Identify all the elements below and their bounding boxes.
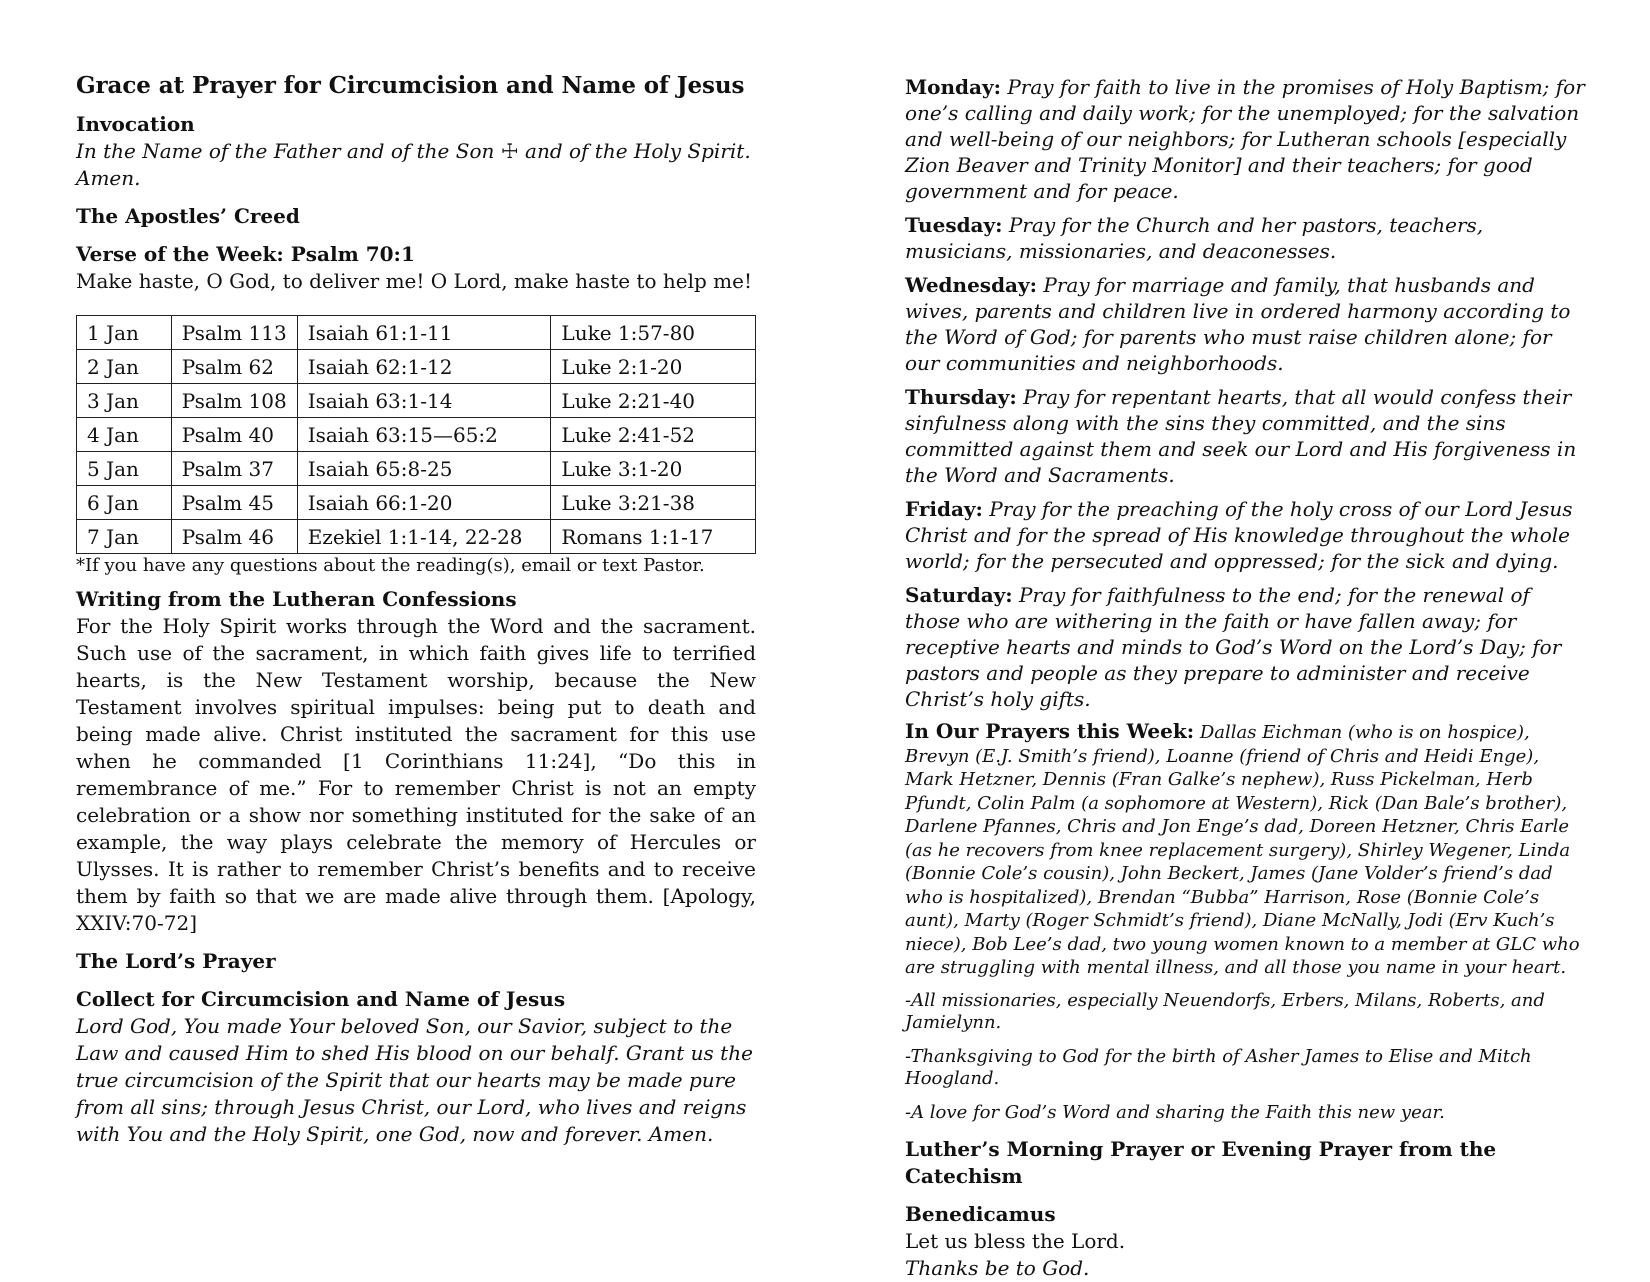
table-cell: Psalm 62: [171, 350, 297, 384]
table-cell: Ezekiel 1:1-14, 22-28: [297, 520, 551, 554]
day-prayer-text: Pray for the preaching of the holy cross of our Lord Jesus Christ and for the spread of His knowledge throughout the whole world; for the persecuted and oppressed; for the sick and dying.: [905, 497, 1573, 573]
table-cell: 7 Jan: [77, 520, 172, 554]
daily-prayer-item: [905, 582, 1590, 712]
table-row: [77, 384, 756, 418]
readings-note: *If you have any questions about the reading(s), email or text Pastor.: [76, 555, 705, 576]
table-cell: Isaiah 63:15—65:2: [297, 418, 551, 452]
table-row: [77, 350, 756, 384]
table-cell: Isaiah 66:1-20: [297, 486, 551, 520]
benedicamus-line1: Let us bless the Lord.: [905, 1228, 1126, 1253]
daily-prayer-list: [905, 74, 1590, 712]
right-column: [905, 74, 1590, 1282]
prayers-text: Dallas Eichman (who is on hospice), Brevyn (E.J. Smith’s friend), Loanne (friend of Chris and Heidi Enge), Mark Hetzner, Dennis (Fran Galke’s nephew), Russ Pickelman, Herb Pfundt, Colin Palm (a sophomore at Western), Rick (Dan Bale’s brother), Darlene Pfannes, Chris and Jon Enge’s dad, Doreen Hetzner, Chris Earle (as he recovers from knee replacement surgery), Shirley Wegener, Linda (Bonnie Cole’s cousin), John Beckert, James (Jane Volder’s friend’s dad who is hospitalized), Brendan “Bubba” Harrison, Rose (Bonnie Cole’s aunt), Marty (Roger Schmidt’s friend), Diane McNally, Jodi (Erv Kuch’s niece), Bob Lee’s dad, two young women known to a member at GLC who are struggling with mental illness, and all those you name in your heart.: [905, 722, 1580, 978]
misc-item: -A love for God’s Word and sharing the Faith this new year.: [905, 1101, 1445, 1123]
table-cell: 1 Jan: [77, 316, 172, 350]
table-cell: Luke 1:57-80: [551, 316, 756, 350]
table-row: [77, 520, 756, 554]
table-cell: Psalm 37: [171, 452, 297, 486]
daily-prayer-item: [905, 272, 1590, 376]
readings-table: [76, 315, 756, 554]
benedicamus-line2: Thanks be to God.: [905, 1255, 1090, 1280]
table-cell: Luke 3:21-38: [551, 486, 756, 520]
prayers-this-week: [905, 720, 1590, 980]
day-label: Friday:: [905, 497, 983, 521]
table-cell: Romans 1:1-17: [551, 520, 756, 554]
lords-prayer-heading: The Lord’s Prayer: [76, 949, 276, 973]
creed-heading: The Apostles’ Creed: [76, 204, 300, 228]
daily-prayer-item: [905, 496, 1590, 574]
day-label: Tuesday:: [905, 213, 1003, 237]
table-cell: Psalm 108: [171, 384, 297, 418]
table-row: [77, 418, 756, 452]
table-cell: Psalm 45: [171, 486, 297, 520]
table-cell: 3 Jan: [77, 384, 172, 418]
day-label: Monday:: [905, 75, 1001, 99]
invocation-heading: Invocation: [76, 112, 195, 136]
day-label: Thursday:: [905, 385, 1017, 409]
table-cell: 4 Jan: [77, 418, 172, 452]
day-label: Saturday:: [905, 583, 1013, 607]
day-prayer-text: Pray for repentant hearts, that all would confess their sinfulness along with the sins they committed, and the sins committed against them and seek our Lord and His forgiveness in the Word and Sacraments.: [905, 385, 1577, 487]
table-cell: Luke 2:41-52: [551, 418, 756, 452]
table-cell: Luke 2:21-40: [551, 384, 756, 418]
table-cell: 2 Jan: [77, 350, 172, 384]
day-prayer-text: Pray for the Church and her pastors, teachers, musicians, missionaries, and deaconesses.: [905, 213, 1484, 263]
table-cell: Psalm 113: [171, 316, 297, 350]
table-cell: Psalm 46: [171, 520, 297, 554]
misc-item: -Thanksgiving to God for the birth of Asher James to Elise and Mitch Hoogland.: [905, 1045, 1532, 1089]
table-row: [77, 452, 756, 486]
day-prayer-text: Pray for faith to live in the promises of Holy Baptism; for one’s calling and daily work; for the unemployed; for the salvation and well-being of our neighbors; for Lutheran schools [especially Zion Beaver and Trinity Monitor] and their teachers; for good government and for peace.: [905, 75, 1585, 203]
cross-icon: ☩: [500, 139, 519, 163]
page-title: Grace at Prayer for Circumcision and Name of Jesus: [76, 72, 745, 99]
daily-prayer-item: [905, 74, 1590, 204]
table-cell: 6 Jan: [77, 486, 172, 520]
day-prayer-text: Pray for marriage and family, that husbands and wives, parents and children live in ordered harmony according to the Word of God; for parents who must raise children alone; for our communities and neighborhoods.: [905, 273, 1571, 375]
table-cell: Luke 2:1-20: [551, 350, 756, 384]
table-cell: Isaiah 63:1-14: [297, 384, 551, 418]
table-cell: Isaiah 65:8-25: [297, 452, 551, 486]
daily-prayer-item: [905, 212, 1590, 264]
collect-heading: Collect for Circumcision and Name of Jesus: [76, 987, 566, 1011]
table-row: [77, 316, 756, 350]
benedicamus-heading: Benedicamus: [905, 1201, 1056, 1226]
confessions-heading: Writing from the Lutheran Confessions: [76, 587, 517, 611]
collect-text: Lord God, You made Your beloved Son, our Savior, subject to the Law and caused Him to shed His blood on our behalf. Grant us the true circumcision of the Spirit that our hearts may be made pure from all sins; through Jesus Christ, our Lord, who lives and reigns with You and the Holy Spirit, one God, now and forever. Amen.: [76, 1014, 753, 1146]
verse-text: Make haste, O God, to deliver me! O Lord, make haste to help me!: [76, 269, 752, 293]
table-cell: Luke 3:1-20: [551, 452, 756, 486]
table-cell: Psalm 40: [171, 418, 297, 452]
table-cell: Isaiah 61:1-11: [297, 316, 551, 350]
verse-heading: Verse of the Week: Psalm 70:1: [76, 242, 415, 266]
day-label: Wednesday:: [905, 273, 1038, 297]
table-row: [77, 486, 756, 520]
left-column: [76, 72, 756, 1148]
table-cell: Isaiah 62:1-12: [297, 350, 551, 384]
luther-prayer-heading: Luther’s Morning Prayer or Evening Prayer from the Catechism: [905, 1136, 1497, 1188]
prayers-heading: In Our Prayers this Week:: [905, 719, 1195, 743]
misc-item: -All missionaries, especially Neuendorfs, Erbers, Milans, Roberts, and Jamielynn.: [905, 989, 1545, 1033]
table-cell: 5 Jan: [77, 452, 172, 486]
daily-prayer-item: [905, 384, 1590, 488]
day-prayer-text: Pray for faithfulness to the end; for the renewal of those who are withering in the faith or have fallen away; for receptive hearts and minds to God’s Word on the Lord’s Day; for pastors and people as they prepare to administer and receive Christ’s holy gifts.: [905, 583, 1562, 711]
invocation-text: In the Name of the Father and of the Son ☩ and of the Holy Spirit. Amen.: [76, 139, 751, 190]
confessions-text: For the Holy Spirit works through the Word and the sacrament. Such use of the sacrament, in which faith gives life to terrified hearts, is the New Testament worship, because the New Testament involves spiritual impulses: being put to death and being made alive. Christ instituted the sacrament for this use when he commanded [1 Corinthians 11:24], “Do this in remembrance of me.” For to remember Christ is not an empty celebration or a show nor something instituted for the sake of an example, the way plays celebrate the memory of Hercules or Ulysses. It is rather to remember Christ’s benefits and to receive them by faith so that we are made alive through them. [Apology, XXIV:70-72]: [76, 614, 756, 935]
